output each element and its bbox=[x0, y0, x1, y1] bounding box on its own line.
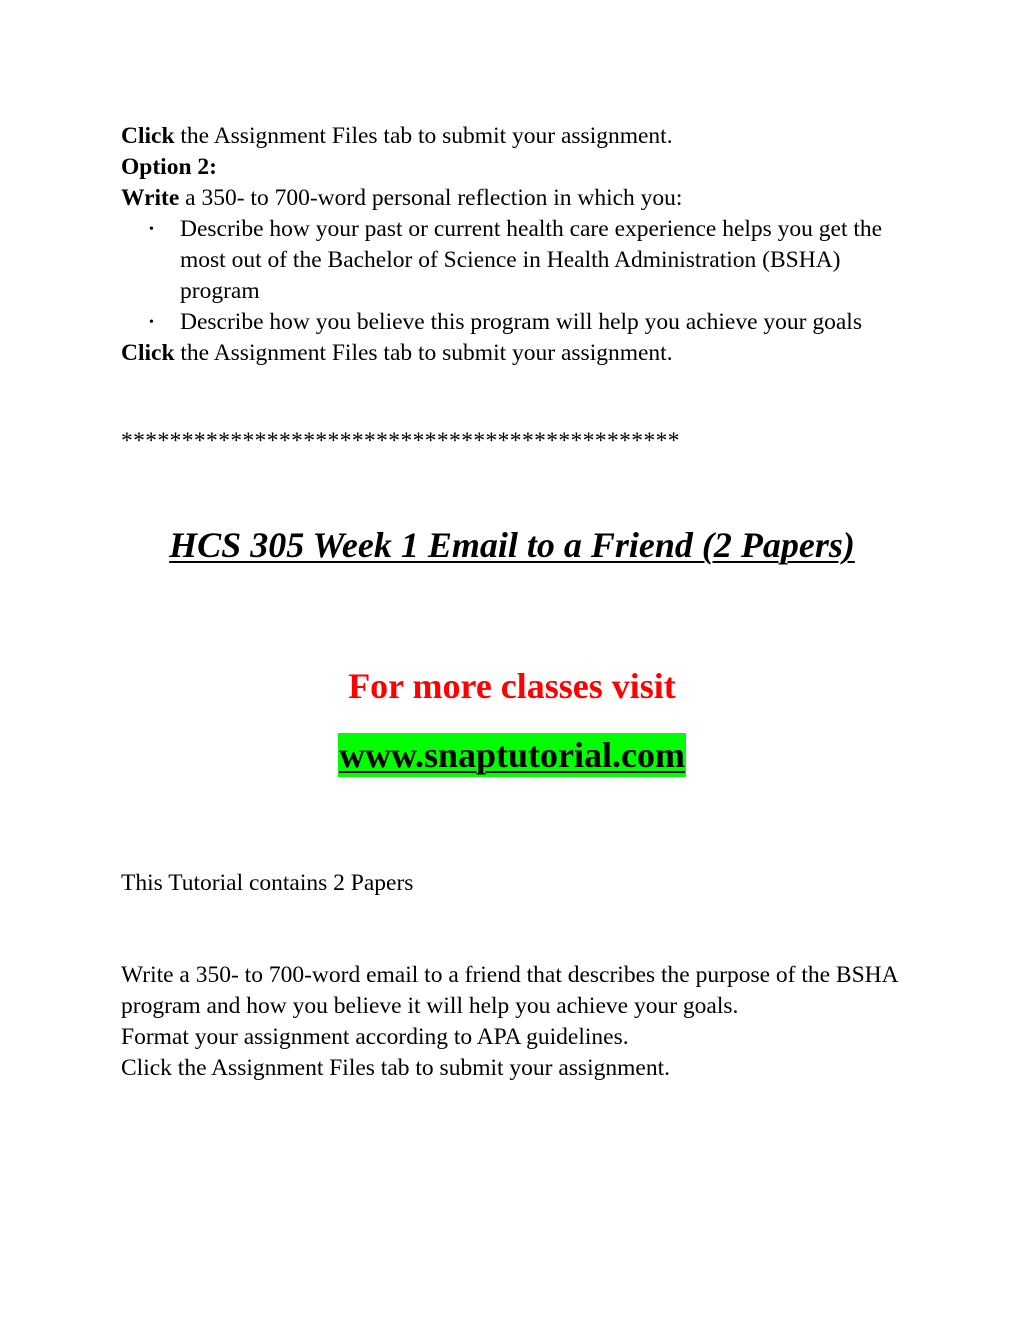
assignment-top-section bbox=[121, 121, 921, 369]
instruction-paragraph: Format your assignment according to APA guidelines. bbox=[121, 1024, 629, 1050]
submit-instruction-text: the Assignment Files tab to submit your assignment. bbox=[174, 123, 673, 149]
submit-instruction-text: the Assignment Files tab to submit your assignment. bbox=[174, 340, 673, 366]
bullet-icon: • bbox=[149, 222, 154, 237]
click-keyword: Click bbox=[121, 340, 175, 366]
write-instruction-line bbox=[121, 183, 921, 214]
separator-line: ********************************************** bbox=[121, 428, 680, 454]
bullet-icon: • bbox=[149, 315, 154, 330]
write-instruction-text: a 350- to 700-word personal reflection in which you: bbox=[179, 185, 683, 211]
list-item bbox=[121, 307, 905, 338]
reflection-bullet-list bbox=[121, 214, 921, 338]
submit-instruction-line bbox=[121, 121, 921, 152]
list-item-text: Describe how you believe this program will help you achieve your goals bbox=[180, 309, 862, 335]
list-item bbox=[121, 214, 905, 307]
click-keyword: Click bbox=[121, 123, 175, 149]
instruction-paragraph: Write a 350- to 700-word email to a friend that describes the purpose of the BSHA program and how you believe it will help you achieve your goals. bbox=[121, 962, 898, 1019]
submit-instruction-line-2 bbox=[121, 338, 921, 369]
list-item-text: Describe how your past or current health care experience helps you get the most out of the Bachelor of Science in Health Administration (BSHA) program bbox=[180, 216, 883, 304]
tutorial-note: This Tutorial contains 2 Papers bbox=[121, 870, 414, 896]
write-keyword: Write bbox=[121, 185, 180, 211]
instruction-paragraph: Click the Assignment Files tab to submit your assignment. bbox=[121, 1055, 670, 1081]
instructions-section bbox=[121, 960, 911, 1084]
page-title bbox=[0, 523, 1024, 567]
promo-text: For more classes visit bbox=[348, 666, 676, 706]
promo-link-wrap bbox=[0, 733, 1024, 777]
page-title-text: HCS 305 Week 1 Email to a Friend (2 Papers) bbox=[169, 525, 855, 565]
option-label: Option 2: bbox=[121, 154, 217, 180]
website-link[interactable]: www.snaptutorial.com bbox=[338, 735, 685, 775]
